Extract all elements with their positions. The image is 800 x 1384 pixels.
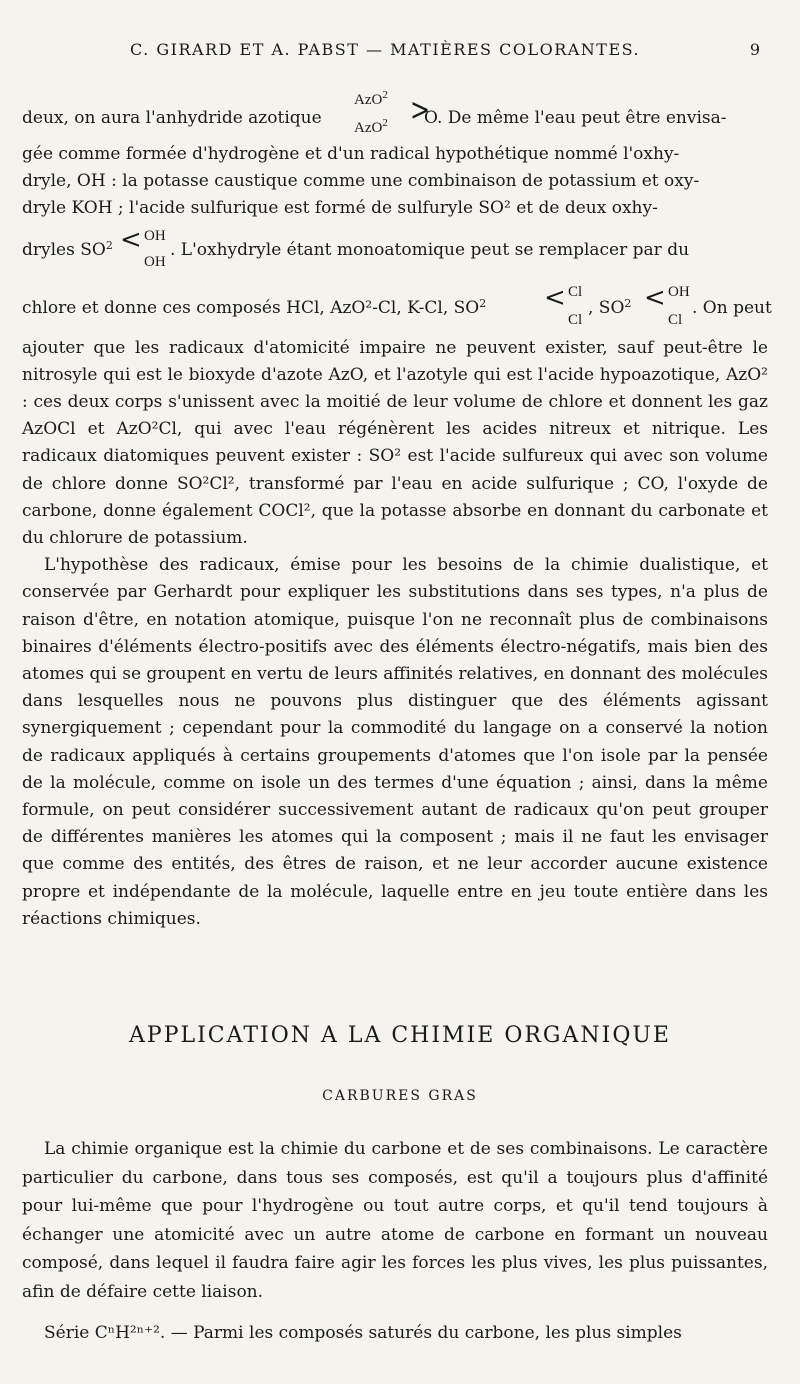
section-subtitle: CARBURES GRAS xyxy=(322,1088,478,1104)
line5-bracket: < xyxy=(120,224,142,255)
line6-bracket-2: < xyxy=(644,282,666,313)
p1-line1-end: O. De même l'eau peut être envisa- xyxy=(424,108,727,128)
p1-line4: dryle KOH ; l'acide sulfurique est formé de sulfuryle SO² et de deux oxhy- xyxy=(22,198,658,219)
paragraph-2: L'hypothèse des radicaux, émise pour les besoins de la chimie dualistique, et conservée par Gerhardt pour expliquer les substitutions dans ses types, n'a plus de raison d'être, en notation atomique, puisque l'on ne reconnaît plus de combinaisons binaires d'éléments électro-positifs avec des éléments électro-négatifs, mais bien des atomes qui se groupent en vertu de leurs affinités relatives, en donnant des molécules dans lesquelles nous ne pouvons plus distinguer que des éléments agissant synergiquement ; cependant pour la commodité du langage on a conservé la notion de radicaux appliqués à certains groupements d'atomes que l'on isole par la pensée de la molécule, comme on isole un des termes d'une équation ; ainsi, dans la même formule, on peut considérer successivement autant de radicaux qu'on peut grouper de différentes manières les atomes qui la composent ; mais il ne faut les envisager que comme des entités, des êtres de raison, et ne leur accorder aucune existence propre et indépendante de la molécule, laquelle entre en jeu toute entière dans les réactions chimiques. xyxy=(22,555,768,929)
p1-line1-start: deux, on aura l'anhydride azotique xyxy=(22,108,322,128)
p1-line2: gée comme formée d'hydrogène et d'un radical hypothétique nommé l'oxhy- xyxy=(22,144,680,164)
azo-bottom: AzO$^2$ xyxy=(354,117,388,136)
line5-bracket-top: OH xyxy=(144,227,166,244)
p1-line5-start: dryles $SO^2$ xyxy=(22,238,113,260)
body-text xyxy=(22,89,772,933)
serie-label: Série CⁿH²ⁿ⁺². xyxy=(44,1323,166,1343)
paragraph-1 xyxy=(22,89,772,552)
p1-line3: dryle, OH : la potasse caustique comme une combinaison de potassium et oxy- xyxy=(22,171,700,192)
line6-b1-top: Cl xyxy=(568,283,583,300)
line6-bracket-1: < xyxy=(544,282,566,313)
serie-line xyxy=(44,1323,768,1343)
azo-top: AzO$^2$ xyxy=(354,89,388,108)
p1-line6-end: . On peut xyxy=(692,297,772,318)
serie-text: — Parmi les composés saturés du carbone, les plus simples xyxy=(170,1323,682,1343)
p1-line6-mid: , $SO^2$ xyxy=(588,296,632,318)
line6-b2-top: OH xyxy=(668,283,690,300)
p1-rest: ajouter que les radicaux d'atomicité impaire ne peuvent exister, sauf peut-être le nitrosyle qui est le bioxyde d'azote AzO, et l'azotyle qui est l'acide hypoazotique, AzO² : ces deux corps s'unissent avec la moitié de leur volume de chlore et donnent les gaz AzOCl et AzO²Cl, qui avec l'eau régénèrent les acides nitreux et nitrique. Les radicaux diatomiques peuvent exister : SO² est l'acide sulfureux qui avec son volume de chlore donne SO²Cl², transformé par l'eau en acide sulfurique ; CO, l'oxyde de carbone, donne également COCl², que la potasse absorbe en donnant du carbonate et du chlorure de potassium. xyxy=(22,337,768,549)
p1-line5-end: . L'oxhydryle étant monoatomique peut se remplacer par du xyxy=(170,239,690,260)
line6-b1-bottom: Cl xyxy=(568,311,583,328)
section-title: APPLICATION A LA CHIMIE ORGANIQUE xyxy=(129,1023,671,1048)
paragraph-3: La chimie organique est la chimie du carbone et de ses combinaisons. Le caractère particulier du carbone, dans tous ses composés, est qu'il a toujours plus d'affinité pour lui-même que pour l'hydrogène ou tout autre corps, et qu'il tend toujours à échanger une atomicité avec un autre atome de carbone en formant un nouveau composé, dans lequel il faudra faire agir les forces les plus vives, les plus puissantes, afin de défaire cette liaison. xyxy=(22,1139,768,1302)
organic-text xyxy=(22,1135,768,1306)
p1-line6-start: chlore et donne ces composés HCl, AzO²-Cl, K-Cl, $SO^2$ xyxy=(22,296,487,318)
running-header xyxy=(130,40,760,59)
page-number: 9 xyxy=(749,40,760,59)
azo-bracket: > xyxy=(410,91,431,129)
running-title: C. GIRARD ET A. PABST — MATIÈRES COLORANTES. xyxy=(130,40,641,59)
line6-b2-bottom: Cl xyxy=(668,311,683,328)
line5-bracket-bottom: OH xyxy=(144,253,166,270)
